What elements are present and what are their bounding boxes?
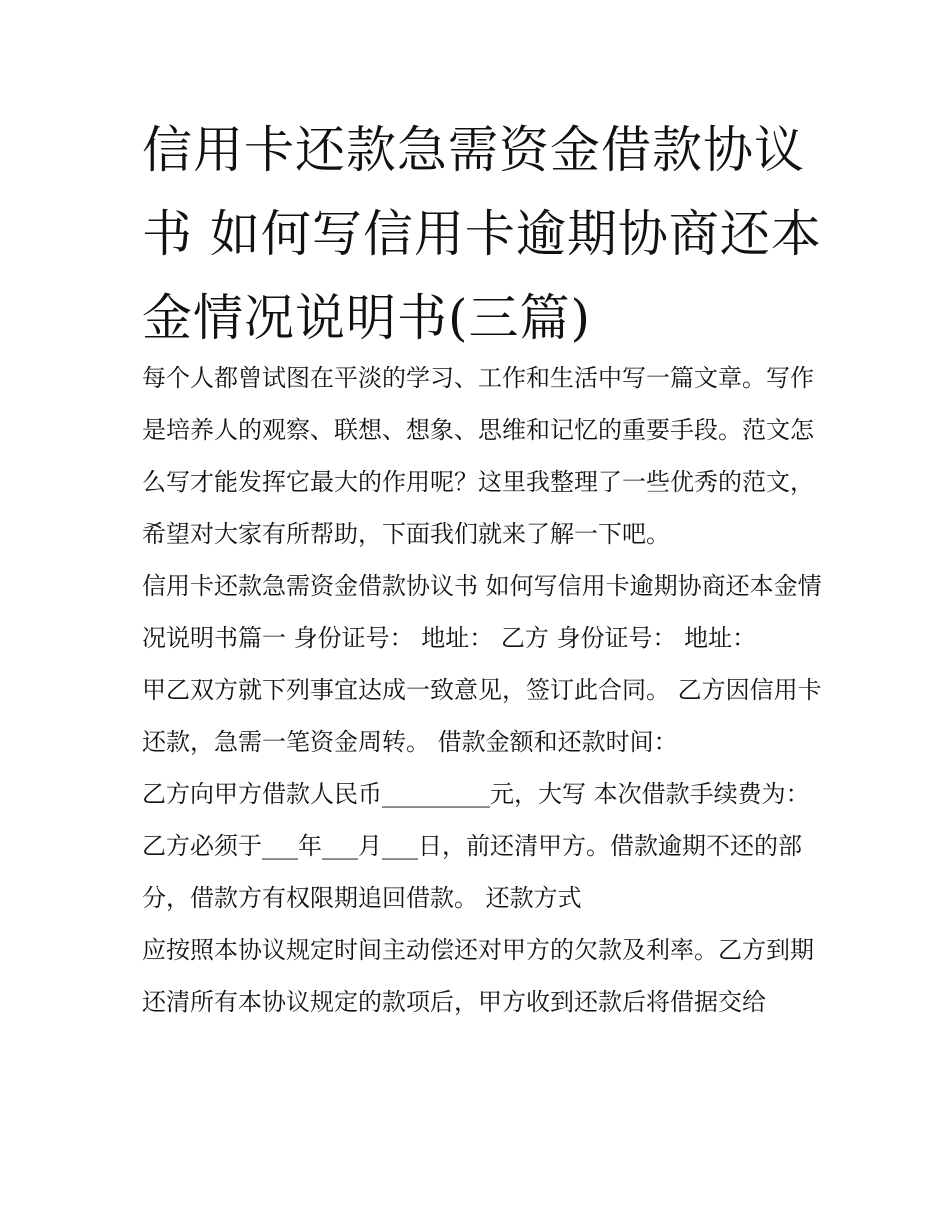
paragraph-section-heading: 信用卡还款急需资金借款协议书 如何写信用卡逾期协商还本金情况说明书篇一 身份证号： 地址： 乙方 身份证号： 地址： <box>142 572 822 652</box>
document-title: 信用卡还款急需资金借款协议书 如何写信用卡逾期协商还本金情况说明书(三篇) <box>142 121 822 347</box>
paragraph-repayment-terms: 应按照本协议规定时间主动偿还对甲方的欠款及利率。乙方到期还清所有本协议规定的款项后，甲方收到还款后将借据交给 <box>142 936 814 1016</box>
paragraph-repayment-date: 乙方必须于___年___月___日，前还清甲方。借款逾期不还的部分，借款方有权限期追回借款。 还款方式 <box>142 832 802 912</box>
paragraph-loan-amount: 乙方向甲方借款人民币_________元，大写 本次借款手续费为： <box>142 780 810 808</box>
paragraph-intro: 每个人都曾试图在平淡的学习、工作和生活中写一篇文章。写作是培养人的观察、联想、想象、思维和记忆的重要手段。范文怎么写才能发挥它最大的作用呢？这里我整理了一些优秀的范文，希望对大家有所帮助，下面我们就来了解一下吧。 <box>142 364 814 548</box>
paragraph-agreement: 甲乙双方就下列事宜达成一致意见，签订此合同。 乙方因信用卡还款，急需一笔资金周转。 借款金额和还款时间： <box>142 676 822 756</box>
document-body <box>142 352 822 1028</box>
